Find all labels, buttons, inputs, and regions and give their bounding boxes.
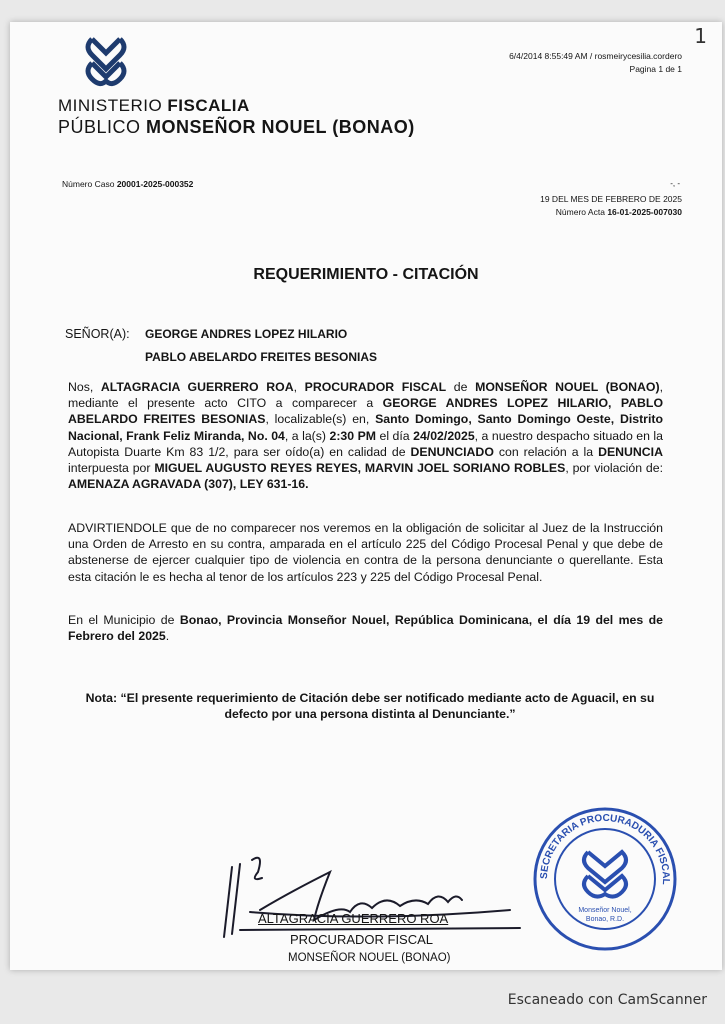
ministry-logo-icon: [82, 31, 130, 91]
institution-line-2: PÚBLICO MONSEÑOR NOUEL (BONAO): [58, 117, 415, 137]
seal-inner-text-1: Monseñor Nouel,: [578, 907, 632, 914]
addressee: [65, 323, 377, 369]
print-stamp: 6/4/2014 8:55:49 AM / rosmeirycesilia.cordero Pagina 1 de 1: [509, 51, 682, 74]
warning-paragraph: ADVIRTIENDOLE que de no comparecer nos veremos en la obligación de solicitar al Juez de la Instrucción una Orden de Arresto en su contra, amparada en el artículo 225 del Código Procesal Penal y que debe de abstenerse de ejercer cualquier tipo de violencia en contra de la persona denunciante o querellante. Esta esta citación le es hecha al tenor de los artículos 223 y 225 del Código Procesal Penal.: [68, 521, 663, 584]
addressee-name-1: GEORGE ANDRES LOPEZ HILARIO: [145, 327, 348, 341]
notification-note: Nota: “El presente requerimiento de Citación debe ser notificado mediante acto de Aguacil, en su defecto por una persona distinta al Denunciante.”: [85, 691, 655, 721]
signer-location: MONSEÑOR NOUEL (BONAO): [288, 952, 451, 964]
addressee-name-2: PABLO ABELARDO FREITES BESONIAS: [145, 350, 378, 364]
document-page: [10, 22, 722, 970]
document-date: 19 DEL MES DE FEBRERO DE 2025: [540, 194, 682, 204]
seal-inner-text-2: Bonao, R.D.: [585, 916, 625, 923]
date-block: [540, 193, 682, 219]
place-date-paragraph: En el Municipio de Bonao, Provincia Monseñor Nouel, República Dominicana, el día 19 del mes de Febrero del 2025.: [68, 613, 663, 644]
document-title: REQUERIMIENTO - CITACIÓN: [253, 266, 479, 283]
case-number: Número Caso 20001-2025-000352: [62, 179, 194, 189]
addressee-label: SEÑOR(A):: [65, 327, 130, 341]
signer-title: PROCURADOR FISCAL: [290, 932, 434, 947]
svg-text:SECRETARIA PROCURADURIA FISCAL: [539, 813, 671, 885]
dots-mark: -, -: [670, 179, 680, 188]
signer-name: ALTAGRACIA GUERRERO ROA: [258, 911, 449, 926]
official-seal-icon: [530, 804, 680, 954]
institution-line-1: MINISTERIO FISCALIA: [58, 96, 250, 115]
scanner-footer: Escaneado con CamScanner: [507, 992, 707, 1008]
handwritten-signature: [210, 842, 530, 970]
citation-paragraph: Nos, ALTAGRACIA GUERRERO ROA, PROCURADOR FISCAL de MONSEÑOR NOUEL (BONAO), mediante el presente acto CITO a comparecer a GEORGE ANDRES LOPEZ HILARIO, PABLO ABELARDO FREITES BESONIAS, localizable(s) en, Santo Domingo, Santo Domingo Oeste, Distrito Nacional, Frank Feliz Miranda, No. 04, a la(s) 2:30 PM el día 24/02/2025, a nuestro despacho situado en la Autopista Duarte Km 83 1/2, para ser oído(a) en calidad de DENUNCIADO con relación a la DENUNCIA interpuesta por MIGUEL AUGUSTO REYES REYES, MARVIN JOEL SORIANO ROBLES, por violación de: AMENAZA AGRAVADA (307), LEY 631-16.: [68, 380, 664, 492]
acta-number: Número Acta 16-01-2025-007030: [555, 207, 682, 217]
page-number: 1: [694, 24, 707, 48]
seal-ring-text: SECRETARIA PROCURADURIA FISCAL: [538, 812, 672, 886]
